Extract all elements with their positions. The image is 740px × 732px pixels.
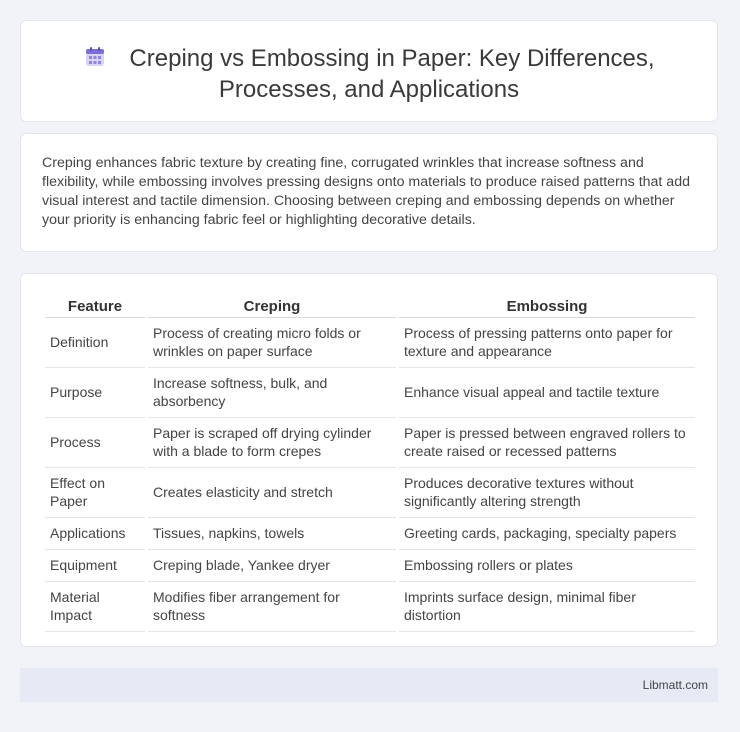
intro-text: Creping enhances fabric texture by creating fine, corrugated wrinkles that increase softness and flexibility, while embossing involves pressing designs onto materials to produce raised patterns that add visual interest and tactile dimension. Choosing between creping and embossing depends on whether your priority is enhancing fabric feel or highlighting decorative details.	[42, 155, 690, 228]
creping-cell: Creping blade, Yankee dryer	[148, 550, 396, 582]
title-line-2: Processes, and Applications	[218, 76, 520, 103]
creping-cell: Creates elasticity and stretch	[148, 468, 396, 518]
feature-cell: Definition	[45, 318, 145, 368]
embossing-cell: Process of pressing patterns onto paper for texture and appearance	[399, 318, 695, 368]
table-row	[45, 368, 695, 418]
embossing-cell: Greeting cards, packaging, specialty papers	[399, 518, 695, 550]
calendar-icon	[83, 45, 107, 76]
creping-cell: Increase softness, bulk, and absorbency	[148, 368, 396, 418]
creping-cell: Paper is scraped off drying cylinder with a blade to form crepes	[148, 418, 396, 468]
feature-cell: Equipment	[45, 550, 145, 582]
creping-cell: Tissues, napkins, towels	[148, 518, 396, 550]
embossing-cell: Imprints surface design, minimal fiber distortion	[399, 582, 695, 632]
feature-cell: Material Impact	[45, 582, 145, 632]
title-card	[20, 20, 718, 122]
table-row	[45, 418, 695, 468]
header-embossing: Embossing	[399, 295, 695, 318]
creping-cell: Process of creating micro folds or wrinkles on paper surface	[148, 318, 396, 368]
feature-cell: Effect on Paper	[45, 468, 145, 518]
table-row	[45, 318, 695, 368]
creping-cell: Modifies fiber arrangement for softness	[148, 582, 396, 632]
table-row	[45, 550, 695, 582]
comparison-table-card	[20, 273, 718, 647]
page-title	[21, 45, 717, 104]
feature-cell: Applications	[45, 518, 145, 550]
embossing-cell: Produces decorative textures without significantly altering strength	[399, 468, 695, 518]
footer	[20, 668, 718, 702]
embossing-cell: Paper is pressed between engraved rollers to create raised or recessed patterns	[399, 418, 695, 468]
table-row	[45, 582, 695, 632]
footer-site-link[interactable]: Libmatt.com	[642, 678, 708, 692]
table-row	[45, 518, 695, 550]
feature-cell: Purpose	[45, 368, 145, 418]
intro-card	[20, 133, 718, 252]
embossing-cell: Enhance visual appeal and tactile texture	[399, 368, 695, 418]
header-creping: Creping	[148, 295, 396, 318]
comparison-table	[42, 295, 698, 632]
feature-cell: Process	[45, 418, 145, 468]
embossing-cell: Embossing rollers or plates	[399, 550, 695, 582]
header-feature: Feature	[45, 295, 145, 318]
title-line-1: Creping vs Embossing in Paper: Key Differences,	[129, 45, 655, 72]
table-row	[45, 468, 695, 518]
